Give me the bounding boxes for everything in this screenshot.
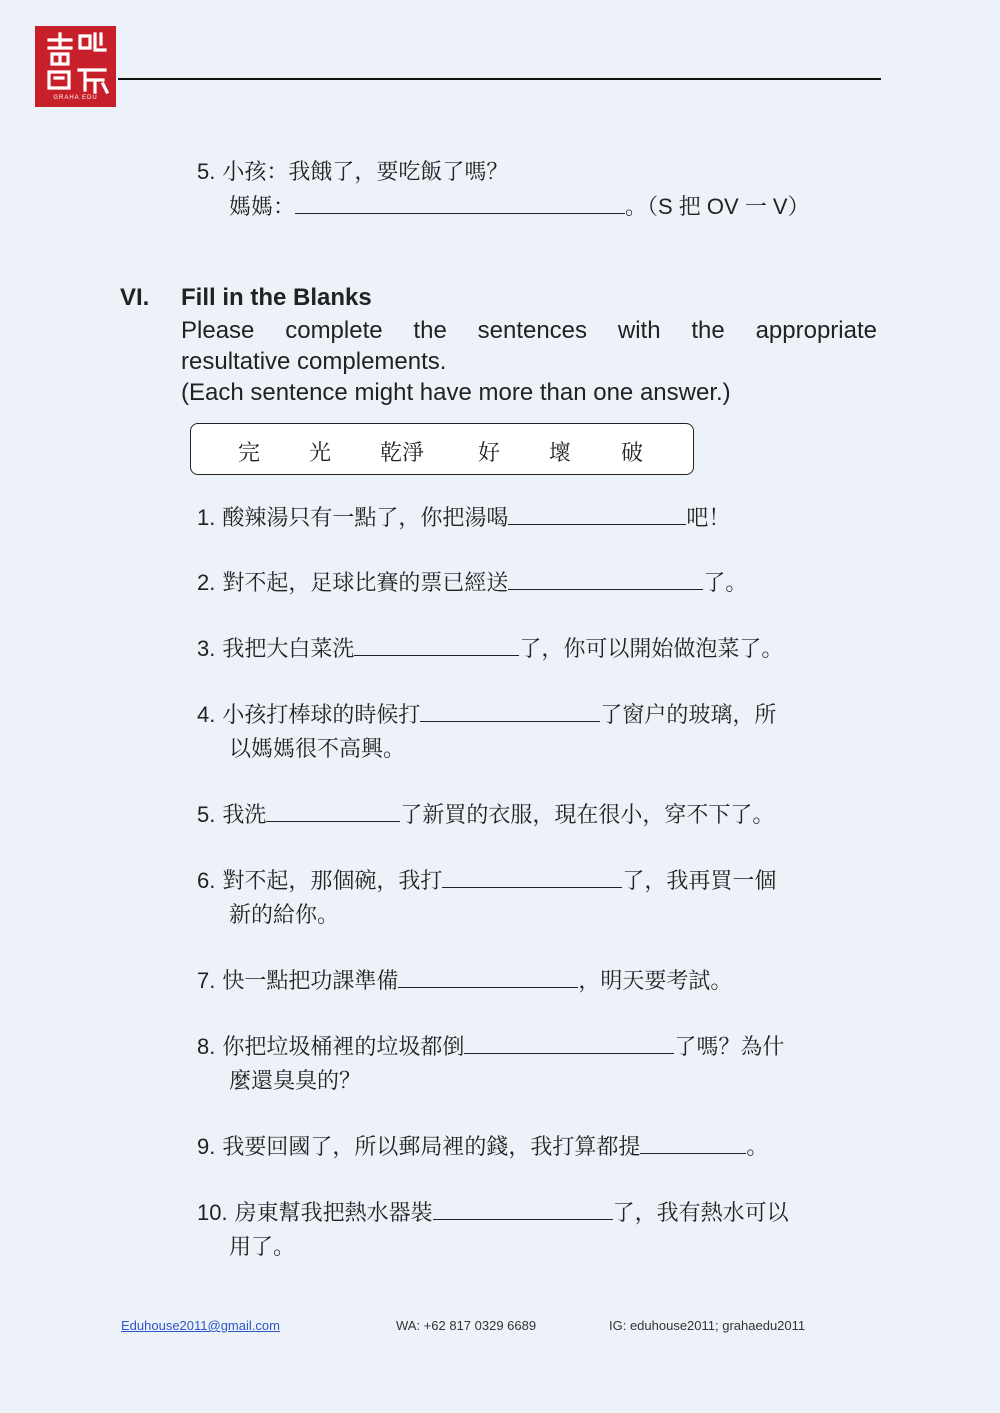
footer-instagram: IG: eduhouse2011; grahaedu2011 <box>609 1318 806 1333</box>
word-bank-item: 破 <box>621 441 644 466</box>
section-number: VI. <box>120 284 150 311</box>
question-text-after: ，明天要考試。 <box>578 969 733 994</box>
question-6 <box>197 864 776 933</box>
question-4 <box>197 698 776 767</box>
logo <box>35 26 116 107</box>
question-text-before: 房東幫我把熱水器裝 <box>234 1201 433 1226</box>
answer-blank[interactable] <box>508 502 686 525</box>
section-instruction <box>181 315 877 408</box>
prev-question-5 <box>197 155 810 225</box>
word-bank-item: 乾淨 <box>380 441 425 466</box>
word-bank-item: 光 <box>309 441 332 466</box>
question-text-before: 小孩打棒球的時候打 <box>222 703 421 728</box>
question-text-before: 對不起，那個碗，我打 <box>222 869 443 894</box>
header-rule <box>118 78 881 80</box>
question-number: 4. <box>197 702 216 727</box>
question-text-before: 我洗 <box>222 803 267 828</box>
word-bank <box>190 423 694 475</box>
answer-blank[interactable] <box>640 1131 746 1154</box>
question-text-after: 了。 <box>703 571 748 596</box>
question-number: 1. <box>197 505 216 530</box>
question-text-after: 了嗎？為什 <box>674 1035 785 1060</box>
logo-caption: GRAHA EDU <box>53 95 98 101</box>
instruction-line1: Please complete the sentences with the appropriate <box>181 317 877 344</box>
question-continuation: 用了。 <box>229 1235 296 1260</box>
question-line1 <box>197 698 776 733</box>
word-bank-item: 好 <box>478 441 501 466</box>
prev-question-number: 5. <box>197 159 216 184</box>
question-5 <box>197 798 774 833</box>
answer-blank[interactable] <box>354 633 519 656</box>
instruction-line2: resultative complements. <box>181 348 447 375</box>
prev-question-speaker: 媽媽： <box>229 195 296 220</box>
answer-blank[interactable] <box>433 1197 613 1220</box>
question-text-after: 了新買的衣服，現在很小，穿不下了。 <box>400 803 775 828</box>
question-number: 10. <box>197 1200 228 1225</box>
question-text-before: 快一點把功課準備 <box>222 969 399 994</box>
question-text-after: 了窗户的玻璃，所 <box>600 703 777 728</box>
question-continuation: 新的給你。 <box>229 903 340 928</box>
question-line1 <box>197 1196 789 1231</box>
question-text-before: 你把垃圾桶裡的垃圾都倒 <box>222 1035 465 1060</box>
prev-question-line2 <box>197 190 810 225</box>
question-text-after: 了，我再買一個 <box>622 869 777 894</box>
answer-blank[interactable] <box>266 799 400 822</box>
instruction-line3: (Each sentence might have more than one answer.) <box>181 379 731 406</box>
question-1 <box>197 501 730 536</box>
question-text-before: 對不起，足球比賽的票已經送 <box>222 571 509 596</box>
question-number: 2. <box>197 570 216 595</box>
question-line1 <box>197 864 776 899</box>
question-number: 6. <box>197 868 216 893</box>
question-text-after: 。 <box>746 1135 769 1160</box>
question-number: 9. <box>197 1134 216 1159</box>
question-continuation: 以媽媽很不高興。 <box>229 737 406 762</box>
section-title: Fill in the Blanks <box>181 284 372 311</box>
question-number: 8. <box>197 1034 216 1059</box>
question-line1 <box>197 1030 784 1065</box>
answer-blank[interactable] <box>508 567 703 590</box>
question-2 <box>197 566 747 601</box>
prev-question-line1 <box>197 155 810 190</box>
question-8 <box>197 1030 784 1099</box>
answer-blank[interactable] <box>442 865 622 888</box>
question-number: 5. <box>197 802 216 827</box>
question-10 <box>197 1196 789 1265</box>
footer-email-link[interactable]: Eduhouse2011@gmail.com <box>121 1318 280 1333</box>
question-text-before: 我要回國了，所以郵局裡的錢，我打算都提 <box>222 1135 641 1160</box>
prev-question-pattern: 。（S 把 OV 一 V） <box>625 194 810 219</box>
question-text-before: 酸辣湯只有一點了，你把湯喝 <box>222 506 509 531</box>
footer-whatsapp: WA: +62 817 0329 6689 <box>396 1318 537 1333</box>
question-number: 3. <box>197 636 216 661</box>
question-9 <box>197 1130 768 1165</box>
prev-question-text: 小孩：我餓了，要吃飯了嗎？ <box>222 160 509 185</box>
answer-blank[interactable] <box>295 191 625 214</box>
word-bank-item: 完 <box>238 441 261 466</box>
answer-blank[interactable] <box>464 1031 674 1054</box>
question-text-before: 我把大白菜洗 <box>222 637 355 662</box>
answer-blank[interactable] <box>398 965 578 988</box>
answer-blank[interactable] <box>420 699 600 722</box>
question-continuation: 麼還臭臭的？ <box>229 1069 362 1094</box>
question-text-after: 了，你可以開始做泡菜了。 <box>519 637 784 662</box>
question-text-after: 了，我有熱水可以 <box>612 1201 789 1226</box>
question-3 <box>197 632 783 667</box>
question-7 <box>197 964 732 999</box>
question-number: 7. <box>197 968 216 993</box>
question-text-after: 吧！ <box>686 506 731 531</box>
word-bank-item: 壞 <box>549 441 572 466</box>
